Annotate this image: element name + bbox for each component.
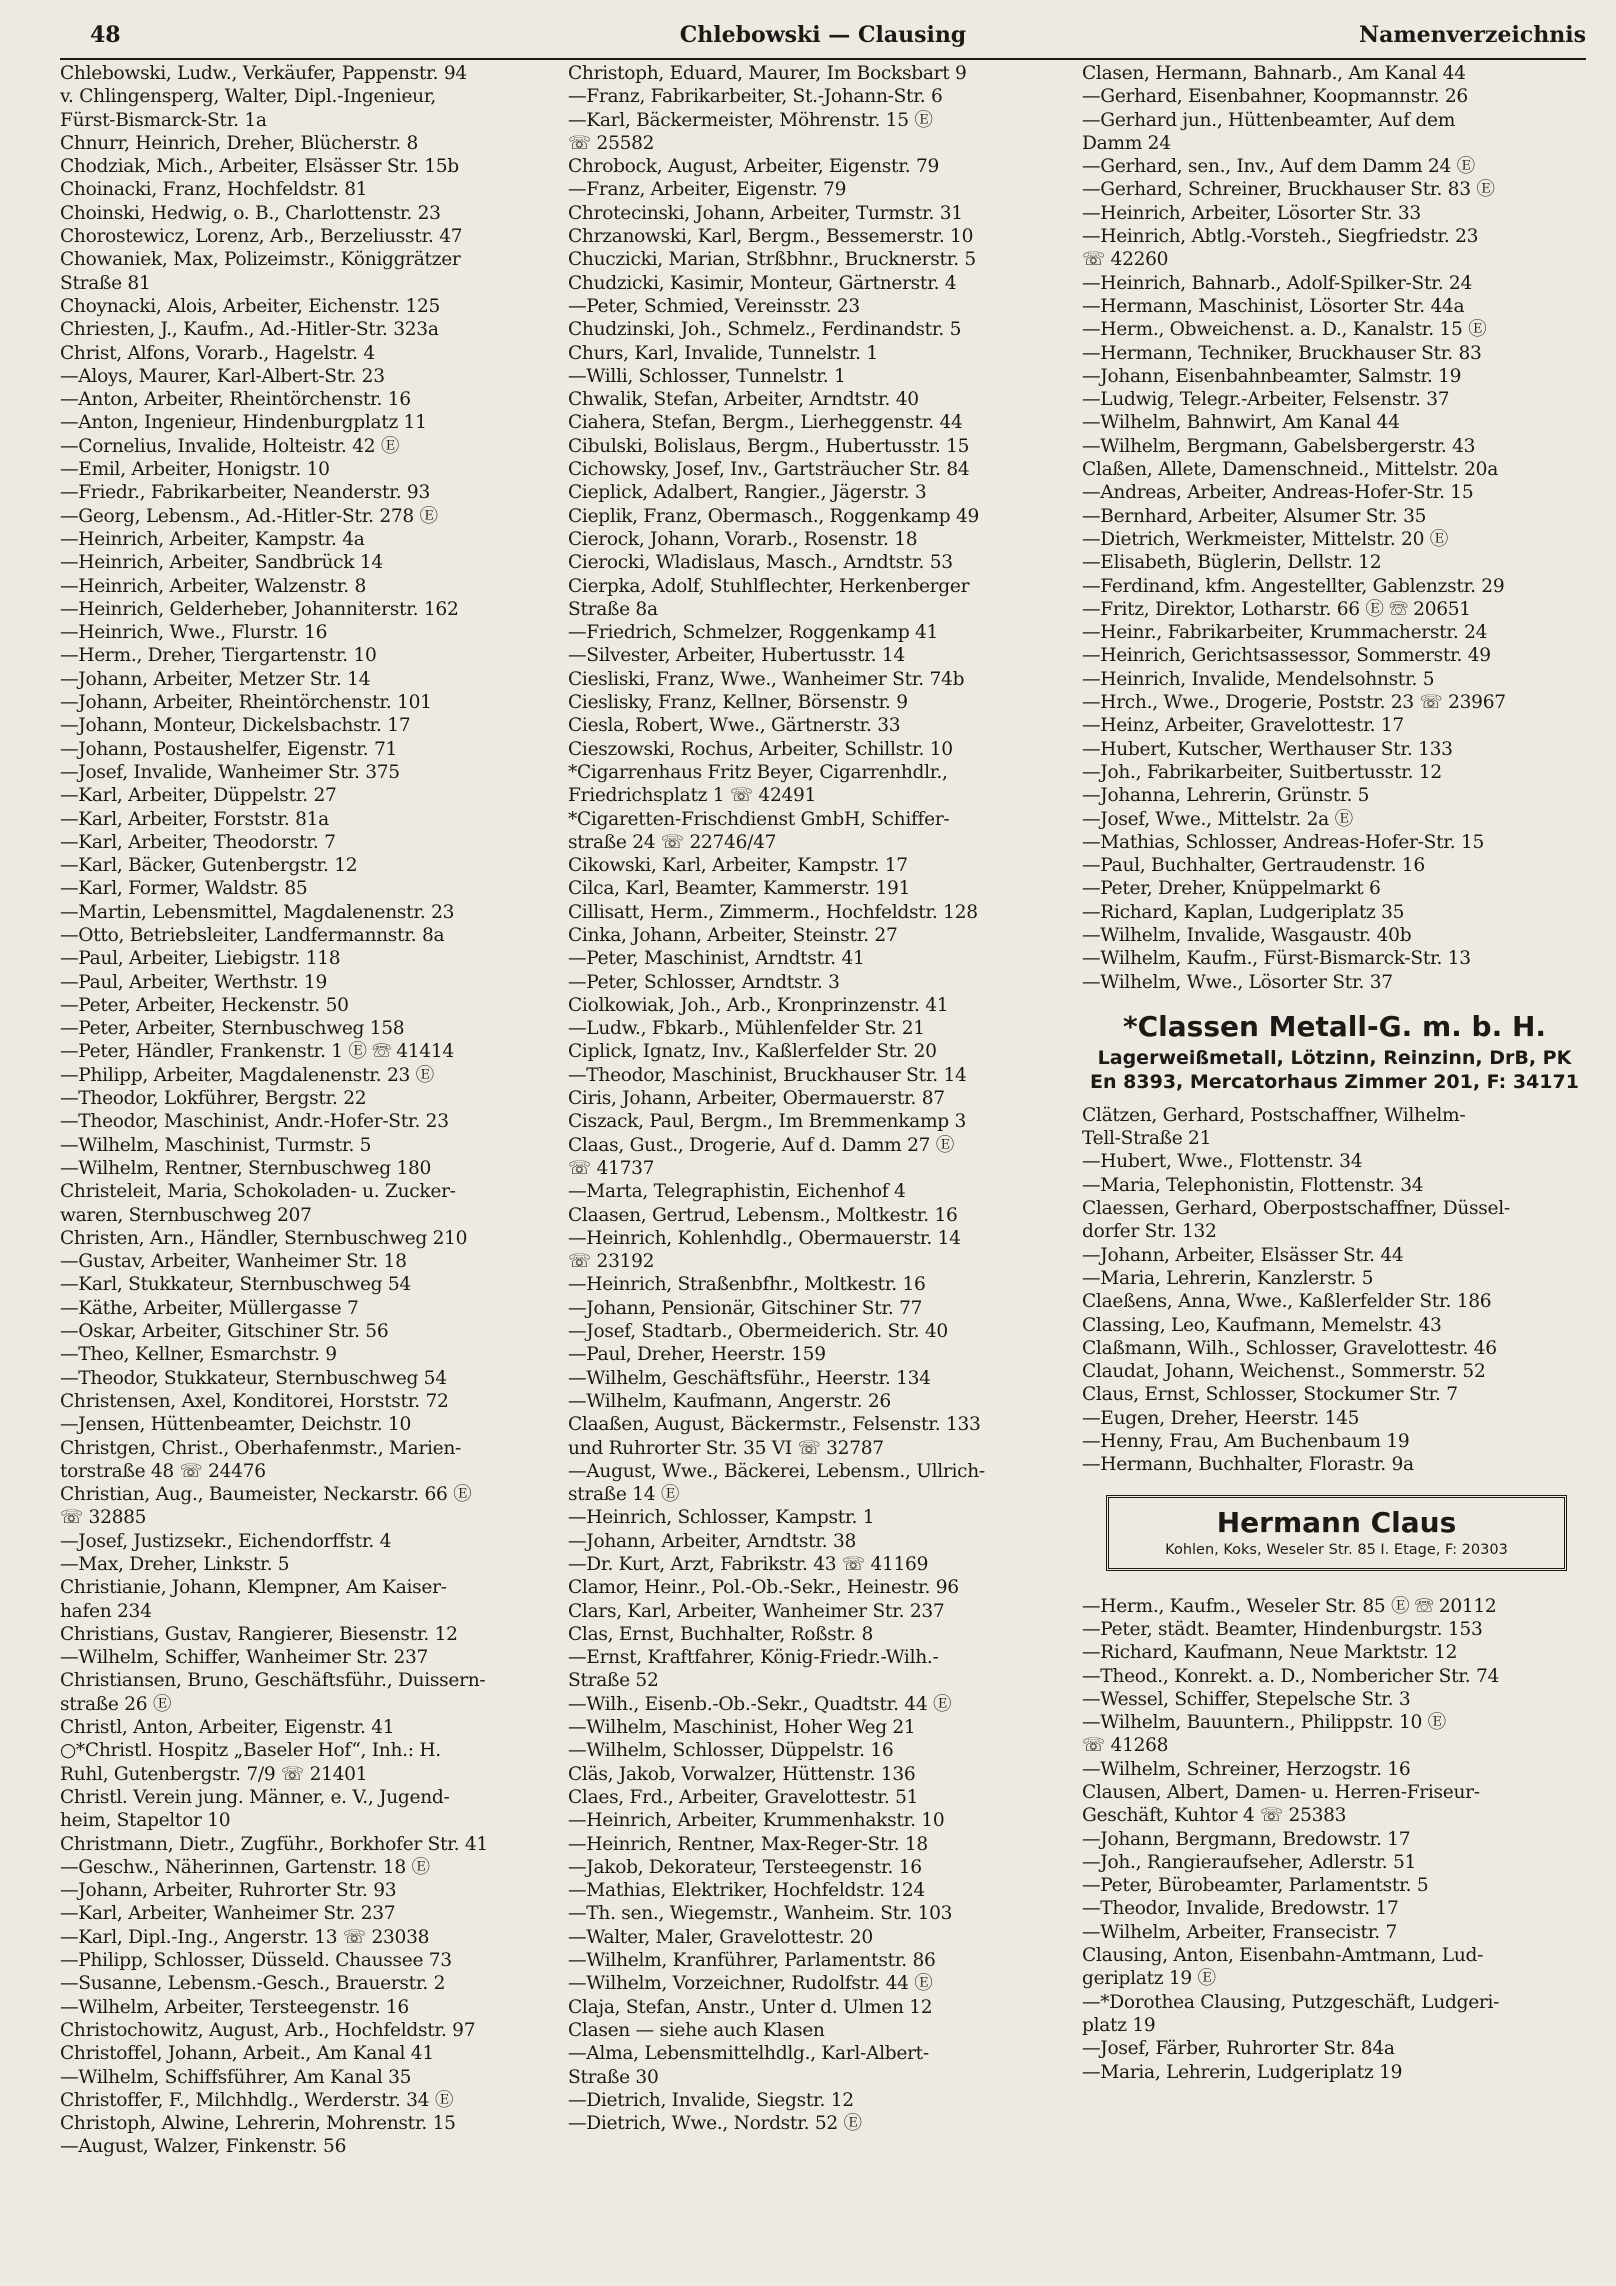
directory-entry-line: Chlebowski, Ludw., Verkäufer, Pappenstr. 94 <box>60 63 467 84</box>
directory-entry-line: —Maria, Lehrerin, Kanzlerstr. 5 <box>1082 1267 1374 1289</box>
directory-entry-line: Geschäft, Kuhtor 4 ☏ 25383 <box>1082 1805 1347 1827</box>
directory-entry-line: —Wilhelm, Vorzeichner, Rudolfstr. 44 Ⓔ <box>568 1973 933 1995</box>
directory-entry-line: —Emil, Arbeiter, Honigstr. 10 <box>60 459 330 481</box>
page-title: Chlebowski — Clausing <box>679 22 967 48</box>
directory-entry-line: —Johanna, Lehrerin, Grünstr. 5 <box>1082 785 1370 807</box>
directory-entry-line: waren, Sternbuschweg 207 <box>60 1204 312 1226</box>
directory-entry-line: —Josef, Färber, Ruhrorter Str. 84a <box>1082 2038 1395 2060</box>
directory-entry-line: Christl, Anton, Arbeiter, Eigenstr. 41 <box>60 1717 395 1739</box>
directory-entry-line: —Heinrich, Arbeiter, Walzenstr. 8 <box>60 575 367 597</box>
column-3-part-c <box>1082 1595 1587 2084</box>
directory-entry-line: —Franz, Fabrikarbeiter, St.-Johann-Str. 6 <box>568 86 943 108</box>
directory-entry-line: —Herm., Dreher, Tiergartenstr. 10 <box>60 645 377 667</box>
directory-entry-line: Chnurr, Heinrich, Dreher, Blücherstr. 8 <box>60 132 419 154</box>
directory-entry-line: Claßmann, Wilh., Schlosser, Gravelottestr. 46 <box>1082 1337 1497 1359</box>
directory-entry-line: Christians, Gustav, Rangierer, Biesenstr. 12 <box>60 1623 458 1645</box>
directory-entry-line: Christmann, Dietr., Zugführ., Borkhofer Str. 41 <box>60 1833 488 1855</box>
directory-entry-line: —Fritz, Direktor, Lotharstr. 66 Ⓔ ☏ 20651 <box>1082 598 1471 620</box>
directory-entry-line: Christl. Verein jung. Männer, e. V., Jugend- <box>60 1786 450 1808</box>
directory-entry-line: —Heinrich, Rentner, Max-Reger-Str. 18 <box>568 1833 928 1855</box>
directory-entry-line: —Wilhelm, Kaufmann, Angerstr. 26 <box>568 1390 891 1412</box>
claus-ad-title: Hermann Claus <box>1216 1505 1457 1539</box>
directory-entry-line: —Dr. Kurt, Arzt, Fabrikstr. 43 ☏ 41169 <box>568 1554 929 1575</box>
column-2 <box>568 62 1073 2135</box>
directory-entry-line: Christoph, Eduard, Maurer, Im Bocksbart 9 <box>568 63 967 84</box>
directory-entry-line: Ciesliski, Franz, Wwe., Wanheimer Str. 74b <box>568 668 965 690</box>
directory-entry-line: —Walter, Maler, Gravelottestr. 20 <box>568 1926 873 1948</box>
directory-entry-line: —Anton, Arbeiter, Rheintörchenstr. 16 <box>60 389 411 411</box>
directory-entry-line: Cierocki, Wladislaus, Masch., Arndtstr. 53 <box>568 552 953 574</box>
directory-entry-line: Cläs, Jakob, Vorwalzer, Hüttenstr. 136 <box>568 1763 916 1785</box>
directory-entry-line: Clausing, Anton, Eisenbahn-Amtmann, Lud- <box>1082 1945 1484 1967</box>
directory-entry-line: —Wilhelm, Maschinist, Turmstr. 5 <box>60 1134 372 1156</box>
directory-entry-line: —Eugen, Dreher, Heerstr. 145 <box>1082 1407 1360 1429</box>
directory-entry-line: —Johann, Pensionär, Gitschiner Str. 77 <box>568 1297 923 1319</box>
directory-entry-line: —Marta, Telegraphistin, Eichenhof 4 <box>568 1181 906 1203</box>
directory-entry-line: —Richard, Kaufmann, Neue Marktstr. 12 <box>1082 1642 1458 1664</box>
directory-entry-line: Claes, Frd., Arbeiter, Gravelottestr. 51 <box>568 1786 919 1808</box>
directory-entry-line: —August, Walzer, Finkenstr. 56 <box>60 2136 347 2158</box>
directory-entry-line: Cilca, Karl, Beamter, Kammerstr. 191 <box>568 878 911 900</box>
directory-entry-line: —Theodor, Maschinist, Bruckhauser Str. 14 <box>568 1064 967 1086</box>
directory-entry-line: —Elisabeth, Büglerin, Dellstr. 12 <box>1082 552 1382 574</box>
directory-entry-line: —Anton, Ingenieur, Hindenburgplatz 11 <box>60 412 427 434</box>
directory-entry-line: —Wilhelm, Arbeiter, Tersteegenstr. 16 <box>60 1996 409 2018</box>
directory-entry-line: —Herm., Kaufm., Weseler Str. 85 Ⓔ ☏ 20112 <box>1082 1595 1497 1617</box>
directory-entry-line: —Heinrich, Arbeiter, Sandbrück 14 <box>60 552 383 574</box>
directory-entry-line: ☏ 25582 <box>568 132 655 154</box>
directory-entry-line: Claus, Ernst, Schlosser, Stockumer Str. 7 <box>1082 1384 1458 1406</box>
directory-entry-line: Chrzanowski, Karl, Bergm., Bessemerstr. 10 <box>568 226 974 248</box>
directory-entry-line: —Maria, Lehrerin, Ludgeriplatz 19 <box>1082 2061 1403 2083</box>
directory-entry-line: —Karl, Arbeiter, Forststr. 81a <box>60 808 329 830</box>
directory-entry-line: Choinski, Hedwig, o. B., Charlottenstr. 23 <box>60 202 441 224</box>
directory-entry-line: —Friedrich, Schmelzer, Roggenkamp 41 <box>568 622 939 644</box>
directory-entry-line: —Peter, Arbeiter, Sternbuschweg 158 <box>60 1018 405 1040</box>
classen-ad-title: *Classen Metall-G. m. b. H. <box>1122 1009 1547 1043</box>
directory-entry-line: Claas, Gust., Drogerie, Auf d. Damm 27 Ⓔ <box>568 1134 955 1156</box>
directory-entry-line: —Heinrich, Invalide, Mendelsohnstr. 5 <box>1082 668 1435 690</box>
directory-entry-line: —Peter, Dreher, Knüppelmarkt 6 <box>1082 878 1381 900</box>
directory-entry-line: —Gerhard jun., Hüttenbeamter, Auf dem <box>1082 109 1456 131</box>
column-3-part-a <box>1082 62 1587 994</box>
directory-entry-line: —Richard, Kaplan, Ludgeriplatz 35 <box>1082 901 1405 923</box>
directory-entry-line: —Johann, Bergmann, Bredowstr. 17 <box>1082 1828 1411 1850</box>
directory-entry-line: —Josef, Wwe., Mittelstr. 2a Ⓔ <box>1082 808 1353 830</box>
directory-entry-line: —Gerhard, Eisenbahner, Koopmannstr. 26 <box>1082 86 1468 108</box>
directory-entry-line: Chodziak, Mich., Arbeiter, Elsässer Str. 15b <box>60 156 459 178</box>
directory-entry-line: —Johann, Eisenbahnbeamter, Salmstr. 19 <box>1082 365 1462 387</box>
directory-entry-line: Tell-Straße 21 <box>1082 1128 1212 1150</box>
directory-entry-line: —Bernhard, Arbeiter, Alsumer Str. 35 <box>1082 505 1427 527</box>
directory-entry-line: —Johann, Monteur, Dickelsbachstr. 17 <box>60 715 411 737</box>
directory-entry-line: Classing, Leo, Kaufmann, Memelstr. 43 <box>1082 1314 1442 1336</box>
directory-entry-line: Claaßen, August, Bäckermstr., Felsenstr. 133 <box>568 1414 981 1436</box>
directory-entry-line: —Josef, Justizsekr., Eichendorffstr. 4 <box>60 1530 392 1552</box>
directory-entry-line: —Philipp, Arbeiter, Magdalenenstr. 23 Ⓔ <box>60 1064 434 1086</box>
directory-entry-line: —Ludwig, Telegr.-Arbeiter, Felsenstr. 37 <box>1082 389 1450 411</box>
directory-entry-line: Clas, Ernst, Buchhalter, Roßstr. 8 <box>568 1623 873 1645</box>
directory-entry-line: Christoph, Alwine, Lehrerin, Mohrenstr. 15 <box>60 2113 456 2135</box>
page-header <box>60 22 1586 60</box>
directory-entry-line: Straße 81 <box>60 272 151 294</box>
directory-entry-line: —Johann, Postaushelfer, Eigenstr. 71 <box>60 738 398 760</box>
directory-entry-line: —Maria, Telephonistin, Flottenstr. 34 <box>1082 1174 1424 1196</box>
directory-entry-line: v. Chlingensperg, Walter, Dipl.-Ingenieur, <box>60 86 436 108</box>
directory-entry-line: Christen, Arn., Händler, Sternbuschweg 210 <box>60 1227 468 1249</box>
directory-entry-line: —Heinrich, Gerichtsassessor, Sommerstr. 49 <box>1082 645 1491 667</box>
directory-entry-line: —Herm., Obweichenst. a. D., Kanalstr. 15 Ⓔ <box>1082 319 1487 341</box>
directory-entry-line: Chriesten, J., Kaufm., Ad.-Hitler-Str. 323a <box>60 319 439 341</box>
directory-entry-line: —Andreas, Arbeiter, Andreas-Hofer-Str. 15 <box>1082 482 1474 504</box>
directory-entry-line: —Peter, Bürobeamter, Parlamentstr. 5 <box>1082 1875 1429 1897</box>
claus-ad-body: Kohlen, Koks, Weseler Str. 85 I. Etage, F: 20303 <box>1165 1541 1508 1558</box>
directory-entry-line: —Ludw., Fbkarb., Mühlenfelder Str. 21 <box>568 1018 925 1040</box>
directory-entry-line: —Karl, Bäcker, Gutenbergstr. 12 <box>60 855 358 877</box>
directory-entry-line: Clasen — siehe auch Klasen <box>568 2019 825 2041</box>
directory-entry-line: Straße 52 <box>568 1670 659 1692</box>
directory-entry-line: —Georg, Lebensm., Ad.-Hitler-Str. 278 Ⓔ <box>60 505 438 527</box>
directory-entry-line: —Karl, Arbeiter, Wanheimer Str. 237 <box>60 1903 396 1925</box>
directory-entry-line: —Martin, Lebensmittel, Magdalenenstr. 23 <box>60 901 455 923</box>
directory-entry-line: —Gerhard, Schreiner, Bruckhauser Str. 83 Ⓔ <box>1082 179 1495 201</box>
directory-entry-line: Cieszowski, Rochus, Arbeiter, Schillstr. 10 <box>568 738 953 760</box>
directory-entry-line: —Heinz, Arbeiter, Gravelottestr. 17 <box>1082 715 1404 737</box>
directory-entry-line: Ruhl, Gutenbergstr. 7/9 ☏ 21401 <box>60 1763 368 1785</box>
directory-entry-line: —Hermann, Maschinist, Lösorter Str. 44a <box>1082 295 1465 317</box>
directory-entry-line: —Johann, Arbeiter, Arndtstr. 38 <box>568 1530 857 1552</box>
directory-entry-line: —Ernst, Kraftfahrer, König-Friedr.-Wilh.- <box>568 1647 939 1669</box>
directory-entry-line: Claja, Stefan, Anstr., Unter d. Ulmen 12 <box>568 1996 933 2018</box>
directory-entry-line: Ciplick, Ignatz, Inv., Kaßlerfelder Str. 20 <box>568 1041 937 1063</box>
directory-entry-line: —Gustav, Arbeiter, Wanheimer Str. 18 <box>60 1251 407 1273</box>
directory-entry-line: geriplatz 19 Ⓔ <box>1082 1968 1216 1990</box>
directory-entry-line: straße 24 ☏ 22746/47 <box>568 831 777 853</box>
directory-entry-line: —Wilhelm, Schreiner, Herzogstr. 16 <box>1082 1758 1411 1780</box>
directory-entry-line: —Karl, Bäckermeister, Möhrenstr. 15 Ⓔ <box>568 109 933 131</box>
directory-entry-line: —Heinrich, Straßenbfhr., Moltkestr. 16 <box>568 1274 926 1296</box>
directory-entry-line: Ciszack, Paul, Bergm., Im Bremmenkamp 3 <box>568 1111 967 1133</box>
directory-entry-line: Choinacki, Franz, Hochfeldstr. 81 <box>60 179 368 201</box>
claus-advertisement <box>1106 1495 1567 1571</box>
directory-entry-line: Chorostewicz, Lorenz, Arb., Berzeliusstr. 47 <box>60 226 463 248</box>
directory-entry-line: —Dietrich, Invalide, Siegstr. 12 <box>568 2089 854 2111</box>
directory-entry-line: —Peter, Schlosser, Arndtstr. 3 <box>568 971 840 993</box>
directory-entry-line: —Dietrich, Wwe., Nordstr. 52 Ⓔ <box>568 2113 862 2135</box>
directory-entry-line: dorfer Str. 132 <box>1082 1221 1217 1243</box>
directory-entry-line: —Karl, Stukkateur, Sternbuschweg 54 <box>60 1274 411 1296</box>
directory-entry-line: Ciesla, Robert, Wwe., Gärtnerstr. 33 <box>568 715 901 737</box>
directory-entry-line: Claasen, Gertrud, Lebensm., Moltkestr. 16 <box>568 1204 958 1226</box>
page-number: 48 <box>90 22 121 48</box>
directory-entry-line: —Dietrich, Werkmeister, Mittelstr. 20 Ⓔ <box>1082 528 1449 550</box>
directory-entry-line: —Hubert, Wwe., Flottenstr. 34 <box>1082 1151 1363 1173</box>
directory-entry-line: Chrobock, August, Arbeiter, Eigenstr. 79 <box>568 156 940 178</box>
directory-entry-line: —Otto, Betriebsleiter, Landfermannstr. 8a <box>60 924 445 946</box>
directory-entry-line: Cierpka, Adolf, Stuhlflechter, Herkenberger <box>568 575 970 597</box>
directory-entry-line: —Wilhelm, Bahnwirt, Am Kanal 44 <box>1082 412 1400 434</box>
directory-entry-line: ☏ 42260 <box>1082 249 1169 271</box>
directory-entry-line: ☏ 41737 <box>568 1157 655 1179</box>
directory-entry-line: —Hermann, Techniker, Bruckhauser Str. 83 <box>1082 342 1482 364</box>
directory-entry-line: —Karl, Arbeiter, Theodorstr. 7 <box>60 831 336 853</box>
directory-entry-line: Chudzicki, Kasimir, Monteur, Gärtnerstr. 4 <box>568 272 957 294</box>
directory-entry-line: —Peter, Schmied, Vereinsstr. 23 <box>568 295 860 317</box>
directory-entry-line: *Cigaretten-Frischdienst GmbH, Schiffer- <box>568 808 950 830</box>
directory-entry-line: —Henny, Frau, Am Buchenbaum 19 <box>1082 1431 1410 1453</box>
directory-entry-line: Christ, Alfons, Vorarb., Hagelstr. 4 <box>60 342 375 364</box>
directory-entry-line: —Mathias, Schlosser, Andreas-Hofer-Str. 15 <box>1082 831 1485 853</box>
directory-entry-line: —Paul, Buchhalter, Gertraudenstr. 16 <box>1082 855 1425 877</box>
directory-entry-line: —Hubert, Kutscher, Werthauser Str. 133 <box>1082 738 1453 760</box>
directory-entry-line: —Ferdinand, kfm. Angestellter, Gablenzstr. 29 <box>1082 575 1505 597</box>
directory-entry-line: —Heinrich, Abtlg.-Vorsteh., Siegfriedstr. 23 <box>1082 226 1479 248</box>
directory-entry-line: —Theodor, Maschinist, Andr.-Hofer-Str. 23 <box>60 1111 449 1133</box>
directory-entry-line: Christensen, Axel, Konditorei, Horststr. 72 <box>60 1390 449 1412</box>
directory-entry-line: —Theo, Kellner, Esmarchstr. 9 <box>60 1344 337 1366</box>
column-1 <box>60 62 565 2159</box>
directory-entry-line: —Cornelius, Invalide, Holteistr. 42 Ⓔ <box>60 435 400 457</box>
directory-entry-line: —Theodor, Stukkateur, Sternbuschweg 54 <box>60 1367 447 1389</box>
directory-entry-line: Clasen, Hermann, Bahnarb., Am Kanal 44 <box>1082 63 1466 84</box>
directory-entry-line: —Th. sen., Wiegemstr., Wanheim. Str. 103 <box>568 1903 953 1925</box>
directory-entry-line: Cierock, Johann, Vorarb., Rosenstr. 18 <box>568 528 918 550</box>
directory-entry-line: Churs, Karl, Invalide, Tunnelstr. 1 <box>568 342 878 364</box>
directory-entry-line: —Geschw., Näherinnen, Gartenstr. 18 Ⓔ <box>60 1856 430 1878</box>
directory-entry-line: —Wilhelm, Schiffsführer, Am Kanal 35 <box>60 2066 412 2088</box>
directory-entry-line: —Mathias, Elektriker, Hochfeldstr. 124 <box>568 1880 925 1902</box>
directory-entry-line: ☏ 41268 <box>1082 1735 1169 1757</box>
directory-entry-line: —Theodor, Lokführer, Bergstr. 22 <box>60 1088 367 1110</box>
directory-entry-line: —Wilhelm, Wwe., Lösorter Str. 37 <box>1082 971 1393 993</box>
directory-entry-line: Christoffer, F., Milchhdlg., Werderstr. 34 Ⓔ <box>60 2089 454 2111</box>
directory-entry-line: Christgen, Christ., Oberhafenmstr., Marien- <box>60 1437 462 1459</box>
directory-entry-line: —Josef, Invalide, Wanheimer Str. 375 <box>60 761 400 783</box>
directory-entry-line: —Wilhelm, Arbeiter, Fransecistr. 7 <box>1082 1921 1398 1943</box>
directory-entry-line: und Ruhrorter Str. 35 VI ☏ 32787 <box>568 1437 884 1459</box>
directory-entry-line: Claudat, Johann, Weichenst., Sommerstr. 52 <box>1082 1361 1486 1383</box>
directory-entry-line: —Wilhelm, Invalide, Wasgaustr. 40b <box>1082 924 1412 946</box>
directory-entry-line: straße 26 Ⓔ <box>60 1693 172 1715</box>
directory-entry-line: Christeleit, Maria, Schokoladen- u. Zucker- <box>60 1181 456 1203</box>
section-title: Namenverzeichnis <box>1359 22 1586 48</box>
directory-entry-line: —Wilhelm, Bergmann, Gabelsbergerstr. 43 <box>1082 435 1476 457</box>
directory-entry-line: —Paul, Arbeiter, Werthstr. 19 <box>60 971 327 993</box>
directory-entry-line: —Heinr., Fabrikarbeiter, Krummacherstr. 24 <box>1082 622 1488 644</box>
directory-entry-line: —Heinrich, Arbeiter, Kampstr. 4a <box>60 528 365 550</box>
directory-entry-line: —Max, Dreher, Linkstr. 5 <box>60 1554 290 1575</box>
column-3 <box>1082 62 1587 2084</box>
directory-entry-line: Choynacki, Alois, Arbeiter, Eichenstr. 125 <box>60 295 441 317</box>
directory-entry-line: heim, Stapeltor 10 <box>60 1810 231 1832</box>
directory-entry-line: —Wilhelm, Geschäftsführ., Heerstr. 134 <box>568 1367 931 1389</box>
directory-entry-line: —Gerhard, sen., Inv., Auf dem Damm 24 Ⓔ <box>1082 156 1475 178</box>
directory-entry-line: Chwalik, Stefan, Arbeiter, Arndtstr. 40 <box>568 389 919 411</box>
directory-entry-line: —Peter, Händler, Frankenstr. 1 Ⓔ ☏ 41414 <box>60 1041 454 1063</box>
directory-entry-line: —Wilhelm, Kaufm., Fürst-Bismarck-Str. 13 <box>1082 948 1471 970</box>
directory-entry-line: —Philipp, Schlosser, Düsseld. Chaussee 73 <box>60 1950 452 1972</box>
directory-entry-line: —Wilh., Eisenb.-Ob.-Sekr., Quadtstr. 44 Ⓔ <box>568 1693 952 1715</box>
directory-entry-line: —Wilhelm, Maschinist, Hoher Weg 21 <box>568 1717 916 1739</box>
directory-entry-line: ☏ 32885 <box>60 1507 147 1529</box>
directory-entry-line: Claßen, Allete, Damenschneid., Mittelstr. 20a <box>1082 459 1498 481</box>
directory-entry-line: Clamor, Heinr., Pol.-Ob.-Sekr., Heinestr. 96 <box>568 1577 959 1599</box>
directory-entry-line: ☏ 23192 <box>568 1251 655 1273</box>
directory-entry-line: Chowaniek, Max, Polizeimstr., Königgrätzer <box>60 249 461 271</box>
directory-entry-line: —Jensen, Hüttenbeamter, Deichstr. 10 <box>60 1414 412 1436</box>
directory-entry-line: Christochowitz, August, Arb., Hochfeldstr. 97 <box>60 2019 476 2041</box>
directory-entry-line: —Peter, Arbeiter, Heckenstr. 50 <box>60 994 349 1016</box>
directory-entry-line: Cibulski, Bolislaus, Bergm., Hubertusstr. 15 <box>568 435 970 457</box>
directory-entry-line: —Theod., Konrekt. a. D., Nombericher Str. 74 <box>1082 1665 1500 1687</box>
directory-entry-line: —Peter, Maschinist, Arndtstr. 41 <box>568 948 865 970</box>
directory-entry-line: —Hermann, Buchhalter, Florastr. 9a <box>1082 1454 1414 1476</box>
directory-entry-line: Claeßens, Anna, Wwe., Kaßlerfelder Str. 186 <box>1082 1291 1492 1313</box>
directory-entry-line: Christiansen, Bruno, Geschäftsführ., Duissern- <box>60 1670 486 1692</box>
directory-entry-line: Ciahera, Stefan, Bergm., Lierheggenstr. 44 <box>568 412 963 434</box>
directory-entry-line: —Franz, Arbeiter, Eigenstr. 79 <box>568 179 847 201</box>
directory-entry-line: —Wilhelm, Schiffer, Wanheimer Str. 237 <box>60 1647 429 1669</box>
directory-entry-line: Cieplik, Franz, Obermasch., Roggenkamp 49 <box>568 505 980 527</box>
directory-entry-line: Cieslisky, Franz, Kellner, Börsenstr. 9 <box>568 692 908 714</box>
directory-entry-line: ○*Christl. Hospitz „Baseler Hof“, Inh.: H. <box>60 1740 441 1762</box>
directory-entry-line: Ciris, Johann, Arbeiter, Obermauerstr. 87 <box>568 1088 945 1110</box>
directory-entry-line: —Heinrich, Arbeiter, Lösorter Str. 33 <box>1082 202 1421 224</box>
directory-entry-line: —Willi, Schlosser, Tunnelstr. 1 <box>568 365 846 387</box>
directory-entry-line: —Heinrich, Gelderheber, Johanniterstr. 162 <box>60 598 459 620</box>
directory-entry-line: —Friedr., Fabrikarbeiter, Neanderstr. 93 <box>60 482 430 504</box>
directory-entry-line: Friedrichsplatz 1 ☏ 42491 <box>568 785 817 807</box>
directory-entry-line: Straße 30 <box>568 2066 659 2088</box>
classen-ad-body: Lagerweißmetall, Lötzinn, Reinzinn, DrB, PK En 8393, Mercatorhaus Zimmer 201, F: 34171 <box>1090 1046 1579 1093</box>
directory-entry-line: —Heinrich, Wwe., Flurstr. 16 <box>60 622 328 644</box>
directory-entry-line: hafen 234 <box>60 1600 152 1622</box>
directory-entry-line: Clars, Karl, Arbeiter, Wanheimer Str. 237 <box>568 1600 945 1622</box>
directory-entry-line: —Alma, Lebensmittelhdlg., Karl-Albert- <box>568 2043 929 2065</box>
directory-entry-line: —Wilhelm, Bauuntern., Philippstr. 10 Ⓔ <box>1082 1712 1446 1734</box>
directory-entry-line: Fürst-Bismarck-Str. 1a <box>60 109 267 131</box>
directory-entry-line: —Josef, Stadtarb., Obermeiderich. Str. 40 <box>568 1321 948 1343</box>
directory-entry-line: —Johann, Arbeiter, Ruhrorter Str. 93 <box>60 1880 397 1902</box>
directory-entry-line: Cillisatt, Herm., Zimmerm., Hochfeldstr. 128 <box>568 901 978 923</box>
directory-entry-line: —Oskar, Arbeiter, Gitschiner Str. 56 <box>60 1321 389 1343</box>
directory-entry-line: —Susanne, Lebensm.-Gesch., Brauerstr. 2 <box>60 1973 446 1995</box>
directory-entry-line: —Heinrich, Kohlenhdlg., Obermauerstr. 14 <box>568 1227 961 1249</box>
directory-entry-line: —Peter, städt. Beamter, Hindenburgstr. 153 <box>1082 1618 1483 1640</box>
directory-entry-line: —Wilhelm, Rentner, Sternbuschweg 180 <box>60 1157 432 1179</box>
directory-entry-line: Chrotecinski, Johann, Arbeiter, Turmstr. 31 <box>568 202 963 224</box>
directory-entry-line: Damm 24 <box>1082 132 1171 154</box>
directory-entry-line: —Theodor, Invalide, Bredowstr. 17 <box>1082 1898 1399 1920</box>
directory-entry-line: —*Dorothea Clausing, Putzgeschäft, Ludgeri- <box>1082 1991 1500 2013</box>
directory-entry-line: —Paul, Arbeiter, Liebigstr. 118 <box>60 948 341 970</box>
directory-entry-line: —Wilhelm, Kranführer, Parlamentstr. 86 <box>568 1950 936 1972</box>
directory-entry-line: —Paul, Dreher, Heerstr. 159 <box>568 1344 826 1366</box>
directory-entry-line: Christoffel, Johann, Arbeit., Am Kanal 41 <box>60 2043 434 2065</box>
directory-entry-line: —Karl, Former, Waldstr. 85 <box>60 878 308 900</box>
directory-entry-line: —Johann, Arbeiter, Metzer Str. 14 <box>60 668 371 690</box>
directory-entry-line: —Karl, Arbeiter, Düppelstr. 27 <box>60 785 337 807</box>
classen-advertisement <box>1082 994 1587 1104</box>
directory-entry-line: —Hrch., Wwe., Drogerie, Poststr. 23 ☏ 23967 <box>1082 692 1506 714</box>
directory-entry-line: Chudzinski, Joh., Schmelz., Ferdinandstr. 5 <box>568 319 962 341</box>
directory-entry-line: Clätzen, Gerhard, Postschaffner, Wilhelm- <box>1082 1104 1466 1126</box>
directory-entry-line: —Wessel, Schiffer, Stepelsche Str. 3 <box>1082 1688 1411 1710</box>
directory-entry-line: Ciolkowiak, Joh., Arb., Kronprinzenstr. 41 <box>568 994 949 1016</box>
directory-entry-line: Cinka, Johann, Arbeiter, Steinstr. 27 <box>568 924 898 946</box>
directory-entry-line: Chuczicki, Marian, Strßbhnr., Brucknerstr. 5 <box>568 249 976 271</box>
directory-entry-line: Christianie, Johann, Klempner, Am Kaiser- <box>60 1577 447 1599</box>
directory-entry-line: —Heinrich, Arbeiter, Krummenhakstr. 10 <box>568 1810 945 1832</box>
directory-entry-line: —Joh., Rangieraufseher, Adlerstr. 51 <box>1082 1851 1417 1873</box>
directory-entry-line: —Jakob, Dekorateur, Tersteegenstr. 16 <box>568 1856 922 1878</box>
directory-entry-line: —Heinrich, Bahnarb., Adolf-Spilker-Str. 24 <box>1082 272 1472 294</box>
directory-entry-line: —Silvester, Arbeiter, Hubertusstr. 14 <box>568 645 905 667</box>
directory-entry-line: Claessen, Gerhard, Oberpostschaffner, Düssel- <box>1082 1198 1510 1220</box>
directory-entry-line: Cichowsky, Josef, Inv., Gartsträucher Str. 84 <box>568 459 970 481</box>
directory-entry-line: Cikowski, Karl, Arbeiter, Kampstr. 17 <box>568 855 908 877</box>
directory-entry-line: torstraße 48 ☏ 24476 <box>60 1460 266 1482</box>
directory-entry-line: —Heinrich, Schlosser, Kampstr. 1 <box>568 1507 875 1529</box>
directory-entry-line: Clausen, Albert, Damen- u. Herren-Friseur- <box>1082 1782 1480 1803</box>
directory-entry-line: Christian, Aug., Baumeister, Neckarstr. 66 Ⓔ <box>60 1484 472 1506</box>
directory-entry-line: —Käthe, Arbeiter, Müllergasse 7 <box>60 1297 359 1319</box>
directory-entry-line: —Johann, Arbeiter, Elsässer Str. 44 <box>1082 1244 1404 1266</box>
directory-entry-line: Cieplick, Adalbert, Rangier., Jägerstr. 3 <box>568 482 927 504</box>
directory-entry-line: Straße 8a <box>568 598 658 620</box>
directory-entry-line: platz 19 <box>1082 2014 1156 2036</box>
column-3-part-b <box>1082 1104 1587 1477</box>
directory-entry-line: —Joh., Fabrikarbeiter, Suitbertusstr. 12 <box>1082 761 1442 783</box>
directory-entry-line: —Aloys, Maurer, Karl-Albert-Str. 23 <box>60 365 385 387</box>
directory-entry-line: —Wilhelm, Schlosser, Düppelstr. 16 <box>568 1740 894 1762</box>
directory-entry-line: —August, Wwe., Bäckerei, Lebensm., Ullrich- <box>568 1460 985 1482</box>
directory-entry-line: *Cigarrenhaus Fritz Beyer, Cigarrenhdlr., <box>568 761 948 783</box>
directory-entry-line: —Johann, Arbeiter, Rheintörchenstr. 101 <box>60 692 432 714</box>
directory-entry-line: straße 14 Ⓔ <box>568 1484 680 1506</box>
directory-entry-line: —Karl, Dipl.-Ing., Angerstr. 13 ☏ 23038 <box>60 1926 430 1948</box>
